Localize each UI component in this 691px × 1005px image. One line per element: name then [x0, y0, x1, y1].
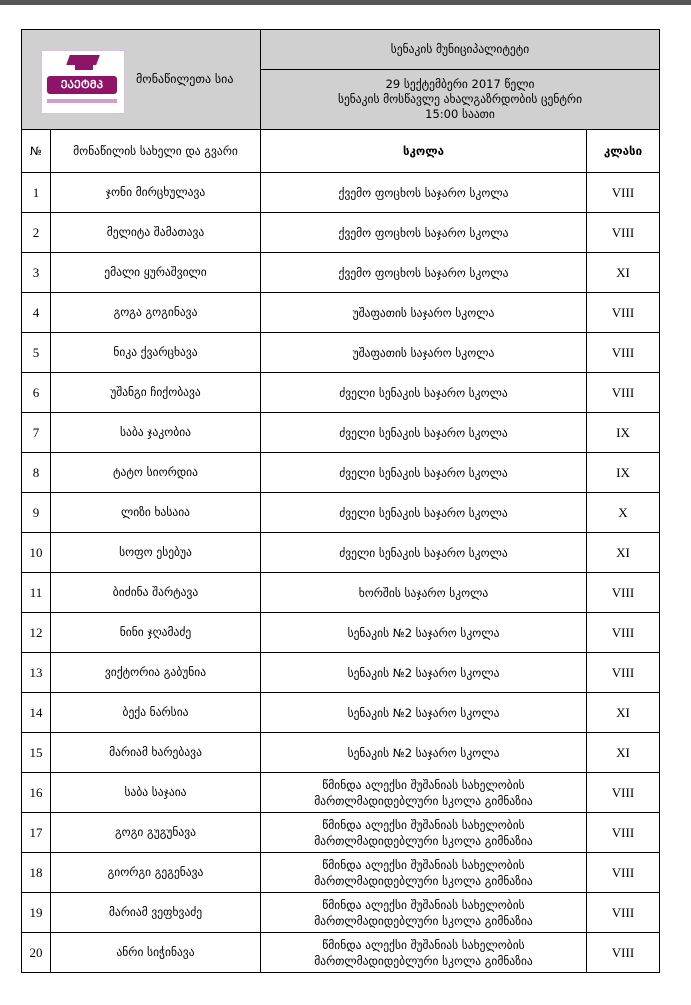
table-row	[22, 373, 660, 413]
title-cell	[22, 30, 261, 130]
row-number: 20	[22, 933, 51, 973]
table-row	[22, 253, 660, 293]
class-grade: VIII	[587, 333, 660, 373]
table-row	[22, 773, 660, 813]
participant-name: საბა საჯაია	[51, 773, 261, 813]
row-number: 1	[22, 173, 51, 213]
participant-name: ანრი სიჭინავა	[51, 933, 261, 973]
table-row	[22, 853, 660, 893]
participants-table	[21, 29, 660, 973]
school-name: სენაკის №2 საჯარო სკოლა	[261, 733, 587, 773]
table-row	[22, 333, 660, 373]
participant-name: ტატო სიორდია	[51, 453, 261, 493]
table-row	[22, 173, 660, 213]
table-row	[22, 653, 660, 693]
school-name: ქვემო ფოცხოს საჯარო სკოლა	[261, 253, 587, 293]
school-name: წმინდა ალექსი შუშანიას სახელობის მართლმადიდებლური სკოლა გიმნაზია	[261, 813, 587, 853]
participant-name: საბა ჯაკობია	[51, 413, 261, 453]
school-name: ქვემო ფოცხოს საჯარო სკოლა	[261, 213, 587, 253]
table-row	[22, 573, 660, 613]
class-grade: VIII	[587, 293, 660, 333]
participant-name: ვიქტორია გაბუნია	[51, 653, 261, 693]
table-row	[22, 733, 660, 773]
school-name: წმინდა ალექსი შუშანიას სახელობის მართლმადიდებლური სკოლა გიმნაზია	[261, 853, 587, 893]
event-info	[261, 70, 660, 130]
participant-name: გიორგი გეგენავა	[51, 853, 261, 893]
column-header-class: კლასი	[587, 130, 660, 173]
class-grade: VIII	[587, 173, 660, 213]
row-number: 14	[22, 693, 51, 733]
school-name: უშაფათის საჯარო სკოლა	[261, 293, 587, 333]
school-name: ხორშის საჯარო სკოლა	[261, 573, 587, 613]
school-name: ძველი სენაკის საჯარო სკოლა	[261, 533, 587, 573]
school-name: უშაფათის საჯარო სკოლა	[261, 333, 587, 373]
logo-wordmark: ᲔᲐᲔᲢᲛᲞ	[47, 76, 117, 94]
class-grade: VIII	[587, 893, 660, 933]
table-row	[22, 453, 660, 493]
class-grade: VIII	[587, 933, 660, 973]
top-border-bar	[0, 0, 691, 5]
participant-name: სოფო ესებუა	[51, 533, 261, 573]
row-number: 4	[22, 293, 51, 333]
participant-name: გოგი გუგუნავა	[51, 813, 261, 853]
participant-name: ბიძინა შარტავა	[51, 573, 261, 613]
column-header-num: №	[22, 130, 51, 173]
table-row	[22, 693, 660, 733]
class-grade: VIII	[587, 653, 660, 693]
row-number: 11	[22, 573, 51, 613]
class-grade: VIII	[587, 773, 660, 813]
school-name: წმინდა ალექსი შუშანიას სახელობის მართლმადიდებლური სკოლა გიმნაზია	[261, 933, 587, 973]
participant-name: ნინი ჯღამაძე	[51, 613, 261, 653]
event-venue: სენაკის მოსწავლე ახალგაზრდობის ცენტრი	[337, 92, 583, 106]
row-number: 19	[22, 893, 51, 933]
participant-name: მელიტა შამათავა	[51, 213, 261, 253]
school-name: ძველი სენაკის საჯარო სკოლა	[261, 413, 587, 453]
class-grade: X	[587, 493, 660, 533]
table-row	[22, 213, 660, 253]
table-row	[22, 813, 660, 853]
participant-name: უშანგი ჩიქობავა	[51, 373, 261, 413]
class-grade: VIII	[587, 213, 660, 253]
participant-name: მარიამ ხარებავა	[51, 733, 261, 773]
participant-name: გოგა გოგინავა	[51, 293, 261, 333]
school-name: სენაკის №2 საჯარო სკოლა	[261, 693, 587, 733]
participant-name: ჯონი მირცხულავა	[51, 173, 261, 213]
school-name: წმინდა ალექსი შუშანიას სახელობის მართლმადიდებლური სკოლა გიმნაზია	[261, 773, 587, 813]
class-grade: XI	[587, 733, 660, 773]
participant-name: ემალი ყურაშვილი	[51, 253, 261, 293]
table-row	[22, 613, 660, 653]
column-header-row	[22, 130, 660, 173]
row-number: 5	[22, 333, 51, 373]
school-name: სენაკის №2 საჯარო სკოლა	[261, 613, 587, 653]
class-grade: IX	[587, 453, 660, 493]
row-number: 13	[22, 653, 51, 693]
column-header-school: სკოლა	[261, 130, 587, 173]
table-row	[22, 533, 660, 573]
organization-logo	[41, 50, 125, 114]
participant-name: ბექა ნარსია	[51, 693, 261, 733]
school-name: ძველი სენაკის საჯარო სკოლა	[261, 493, 587, 533]
class-grade: VIII	[587, 853, 660, 893]
class-grade: XI	[587, 693, 660, 733]
participant-name: ლიზი ხასაია	[51, 493, 261, 533]
class-grade: VIII	[587, 813, 660, 853]
school-name: სენაკის №2 საჯარო სკოლა	[261, 653, 587, 693]
school-name: ძველი სენაკის საჯარო სკოლა	[261, 453, 587, 493]
table-row	[22, 493, 660, 533]
row-number: 8	[22, 453, 51, 493]
column-header-name: მონაწილის სახელი და გვარი	[51, 130, 261, 173]
table-row	[22, 893, 660, 933]
table-row	[22, 293, 660, 333]
class-grade: VIII	[587, 373, 660, 413]
class-grade: XI	[587, 533, 660, 573]
event-time: 15:00 საათი	[425, 107, 495, 121]
class-grade: XI	[587, 253, 660, 293]
school-name: წმინდა ალექსი შუშანიას სახელობის მართლმადიდებლური სკოლა გიმნაზია	[261, 893, 587, 933]
school-name: ძველი სენაკის საჯარო სკოლა	[261, 373, 587, 413]
organization-name: სენაკის მუნიციპალიტეტი	[261, 30, 660, 70]
row-number: 6	[22, 373, 51, 413]
header-row-organization	[22, 30, 660, 70]
participant-name: ნიკა ქვარცხავა	[51, 333, 261, 373]
table-row	[22, 933, 660, 973]
participant-name: მარიამ ვეფხვაძე	[51, 893, 261, 933]
row-number: 2	[22, 213, 51, 253]
row-number: 3	[22, 253, 51, 293]
row-number: 9	[22, 493, 51, 533]
row-number: 10	[22, 533, 51, 573]
class-grade: VIII	[587, 613, 660, 653]
school-name: ქვემო ფოცხოს საჯარო სკოლა	[261, 173, 587, 213]
row-number: 18	[22, 853, 51, 893]
class-grade: IX	[587, 413, 660, 453]
row-number: 12	[22, 613, 51, 653]
row-number: 16	[22, 773, 51, 813]
row-number: 17	[22, 813, 51, 853]
list-title: მონაწილეთა სია	[136, 72, 234, 86]
class-grade: VIII	[587, 573, 660, 613]
row-number: 15	[22, 733, 51, 773]
row-number: 7	[22, 413, 51, 453]
event-date: 29 სექტემბერი 2017 წელი	[385, 77, 535, 91]
table-row	[22, 413, 660, 453]
